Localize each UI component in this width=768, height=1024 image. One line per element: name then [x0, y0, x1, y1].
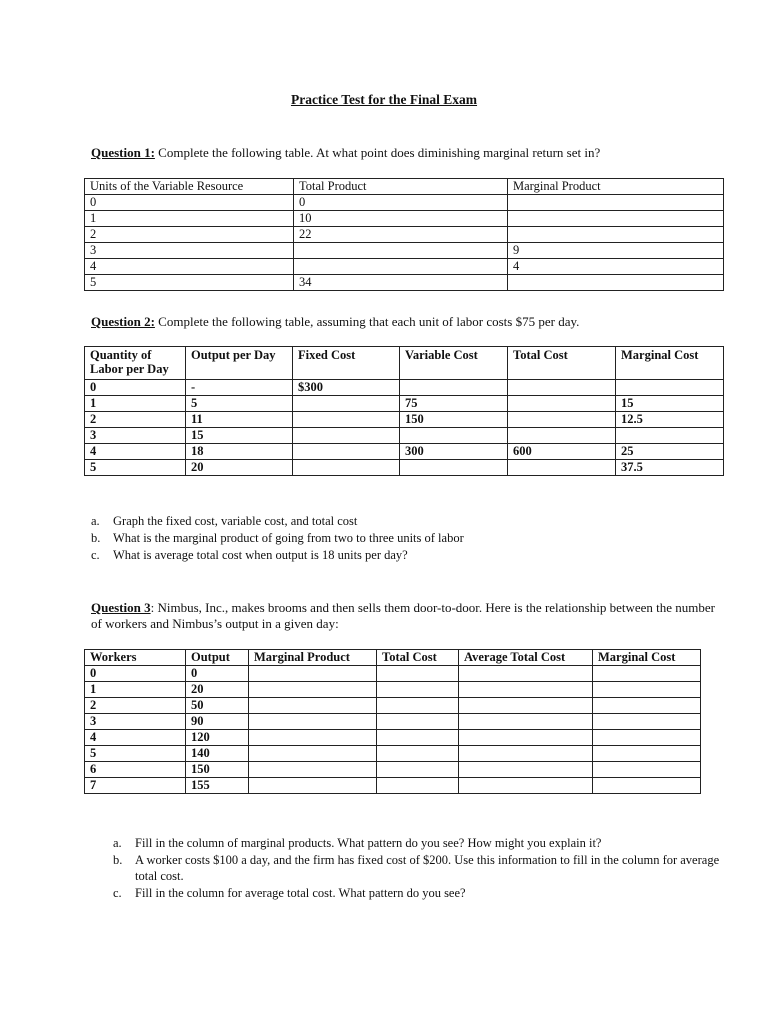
question-1-table: [84, 178, 724, 291]
question-3-label: Question 3: [91, 600, 151, 615]
table-cell: 300: [400, 444, 508, 460]
table-cell: 0: [85, 195, 294, 211]
q3-header-5: Marginal Cost: [593, 650, 701, 666]
table-cell: 2: [85, 227, 294, 243]
table-cell: 140: [186, 746, 249, 762]
table-cell: 7: [85, 778, 186, 794]
list-item-text: What is average total cost when output is 18 units per day?: [113, 548, 408, 562]
table-cell: [249, 714, 377, 730]
table-cell: 4: [85, 259, 294, 275]
table-row: [85, 227, 724, 243]
table-row: [85, 396, 724, 412]
table-cell: [593, 682, 701, 698]
table-row: [85, 746, 701, 762]
table-row: [85, 730, 701, 746]
table-row: [85, 698, 701, 714]
table-cell: [377, 778, 459, 794]
list-marker: c.: [91, 548, 100, 562]
question-3-subquestions: [113, 835, 733, 901]
table-cell: 150: [186, 762, 249, 778]
table-cell: [293, 444, 400, 460]
q3-header-0: Workers: [85, 650, 186, 666]
table-cell: 75: [400, 396, 508, 412]
question-2-label: Question 2:: [91, 314, 155, 329]
table-cell: [249, 682, 377, 698]
table-cell: 0: [85, 666, 186, 682]
table-cell: [377, 746, 459, 762]
table-cell: [593, 714, 701, 730]
table-cell: [508, 396, 616, 412]
table-cell: [508, 380, 616, 396]
table-cell: 3: [85, 714, 186, 730]
table-cell: 155: [186, 778, 249, 794]
q2-header-2: Fixed Cost: [293, 347, 400, 380]
table-cell: 5: [85, 275, 294, 291]
table-row: [85, 460, 724, 476]
table-cell: 150: [400, 412, 508, 428]
table-cell: [593, 666, 701, 682]
list-item: [113, 885, 733, 902]
question-2-subquestions: [91, 513, 711, 564]
table-row: [85, 412, 724, 428]
table-cell: 5: [85, 460, 186, 476]
table-cell: [249, 762, 377, 778]
table-cell: 3: [85, 243, 294, 259]
table-cell: 3: [85, 428, 186, 444]
table-cell: [508, 428, 616, 444]
table-cell: 15: [186, 428, 293, 444]
table-cell: [508, 195, 724, 211]
table-cell: [459, 698, 593, 714]
table-row: [85, 762, 701, 778]
question-2-prompt: [91, 314, 721, 330]
table-cell: [459, 714, 593, 730]
table-cell: [593, 730, 701, 746]
table-row: [85, 444, 724, 460]
table-cell: [593, 698, 701, 714]
table-row: [85, 275, 724, 291]
table-cell: 22: [294, 227, 508, 243]
table-cell: [459, 778, 593, 794]
table-cell: [293, 412, 400, 428]
table-cell: 0: [294, 195, 508, 211]
question-3-table: [84, 649, 701, 794]
table-cell: [593, 778, 701, 794]
list-item-text: Graph the fixed cost, variable cost, and total cost: [113, 514, 358, 528]
table-row: [85, 714, 701, 730]
table-cell: 34: [294, 275, 508, 291]
list-item: [113, 835, 733, 852]
table-cell: [249, 778, 377, 794]
table-row: [85, 428, 724, 444]
list-marker: a.: [113, 836, 122, 850]
table-cell: [508, 227, 724, 243]
table-cell: 1: [85, 396, 186, 412]
table-cell: [508, 275, 724, 291]
table-cell: 25: [616, 444, 724, 460]
table-cell: [249, 730, 377, 746]
table-row: [85, 259, 724, 275]
table-cell: [459, 746, 593, 762]
table-cell: 10: [294, 211, 508, 227]
table-cell: 6: [85, 762, 186, 778]
list-item-text: A worker costs $100 a day, and the firm has fixed cost of $200. Use this information to fill in the column for average total cost.: [135, 852, 720, 883]
q2-header-1: Output per Day: [186, 347, 293, 380]
table-cell: 37.5: [616, 460, 724, 476]
table-cell: [294, 243, 508, 259]
list-marker: c.: [113, 885, 122, 900]
q3-header-4: Average Total Cost: [459, 650, 593, 666]
table-cell: 11: [186, 412, 293, 428]
table-cell: 600: [508, 444, 616, 460]
table-row: [85, 778, 701, 794]
question-2-text: Complete the following table, assuming that each unit of labor costs $75 per day.: [154, 314, 580, 329]
table-row: [85, 666, 701, 682]
table-cell: [249, 698, 377, 714]
table-cell: [593, 762, 701, 778]
list-marker: b.: [113, 852, 123, 867]
table-cell: [377, 762, 459, 778]
table-cell: [459, 762, 593, 778]
document-title: Practice Test for the Final Exam: [290, 92, 478, 107]
table-cell: [593, 746, 701, 762]
table-cell: [508, 211, 724, 227]
q3-header-1: Output: [186, 650, 249, 666]
table-cell: 0: [186, 666, 249, 682]
question-1-label: Question 1:: [91, 145, 155, 160]
table-cell: 5: [186, 396, 293, 412]
table-cell: 2: [85, 412, 186, 428]
table-cell: 120: [186, 730, 249, 746]
list-item: [91, 547, 711, 564]
table-cell: [293, 396, 400, 412]
table-cell: [400, 460, 508, 476]
table-cell: [508, 412, 616, 428]
table-cell: [459, 666, 593, 682]
table-cell: 4: [85, 730, 186, 746]
table-cell: [616, 380, 724, 396]
table-row: [85, 243, 724, 259]
q3-header-2: Marginal Product: [249, 650, 377, 666]
table-cell: [616, 428, 724, 444]
table-cell: [293, 460, 400, 476]
question-1-text: Complete the following table. At what point does diminishing marginal return set in?: [154, 145, 601, 160]
table-row: [85, 195, 724, 211]
list-item-text: What is the marginal product of going from two to three units of labor: [113, 531, 464, 545]
question-3-text: : Nimbus, Inc., makes brooms and then sells them door-to-door. Here is the relationship between the number of workers and Nimbus’s output in a given day:: [91, 600, 715, 631]
table-cell: [459, 730, 593, 746]
list-item-text: Fill in the column of marginal products. What pattern do you see? How might you explain it?: [135, 836, 602, 850]
table-cell: 9: [508, 243, 724, 259]
q3-header-3: Total Cost: [377, 650, 459, 666]
table-cell: 50: [186, 698, 249, 714]
table-cell: -: [186, 380, 293, 396]
table-cell: [377, 730, 459, 746]
list-item: [113, 852, 733, 885]
question-2-table: [84, 346, 724, 476]
table-cell: [377, 666, 459, 682]
table-cell: [294, 259, 508, 275]
table-cell: [400, 428, 508, 444]
table-cell: [249, 666, 377, 682]
table-cell: [459, 682, 593, 698]
table-cell: 4: [508, 259, 724, 275]
q2-header-0: Quantity of Labor per Day: [85, 347, 186, 380]
q1-header-1: Total Product: [294, 179, 508, 195]
table-cell: [377, 698, 459, 714]
table-cell: [293, 428, 400, 444]
table-cell: [377, 714, 459, 730]
q2-header-3: Variable Cost: [400, 347, 508, 380]
q2-header-4: Total Cost: [508, 347, 616, 380]
table-cell: 12.5: [616, 412, 724, 428]
table-cell: 20: [186, 460, 293, 476]
table-cell: 0: [85, 380, 186, 396]
table-cell: 90: [186, 714, 249, 730]
table-cell: 2: [85, 698, 186, 714]
table-cell: 15: [616, 396, 724, 412]
table-cell: [508, 460, 616, 476]
table-row: [85, 682, 701, 698]
list-item-text: Fill in the column for average total cost. What pattern do you see?: [135, 885, 466, 900]
table-cell: [249, 746, 377, 762]
table-cell: [400, 380, 508, 396]
question-1-prompt: [91, 145, 721, 161]
table-cell: $300: [293, 380, 400, 396]
table-cell: [377, 682, 459, 698]
table-cell: 1: [85, 211, 294, 227]
question-3-prompt: [91, 600, 721, 632]
q1-header-0: Units of the Variable Resource: [85, 179, 294, 195]
q1-header-2: Marginal Product: [508, 179, 724, 195]
q2-header-5: Marginal Cost: [616, 347, 724, 380]
table-cell: 5: [85, 746, 186, 762]
table-cell: 4: [85, 444, 186, 460]
list-marker: b.: [91, 531, 101, 545]
list-marker: a.: [91, 514, 100, 528]
table-row: [85, 380, 724, 396]
table-cell: 18: [186, 444, 293, 460]
list-item: [91, 513, 711, 530]
table-row: [85, 211, 724, 227]
table-cell: 20: [186, 682, 249, 698]
list-item: [91, 530, 711, 547]
table-cell: 1: [85, 682, 186, 698]
